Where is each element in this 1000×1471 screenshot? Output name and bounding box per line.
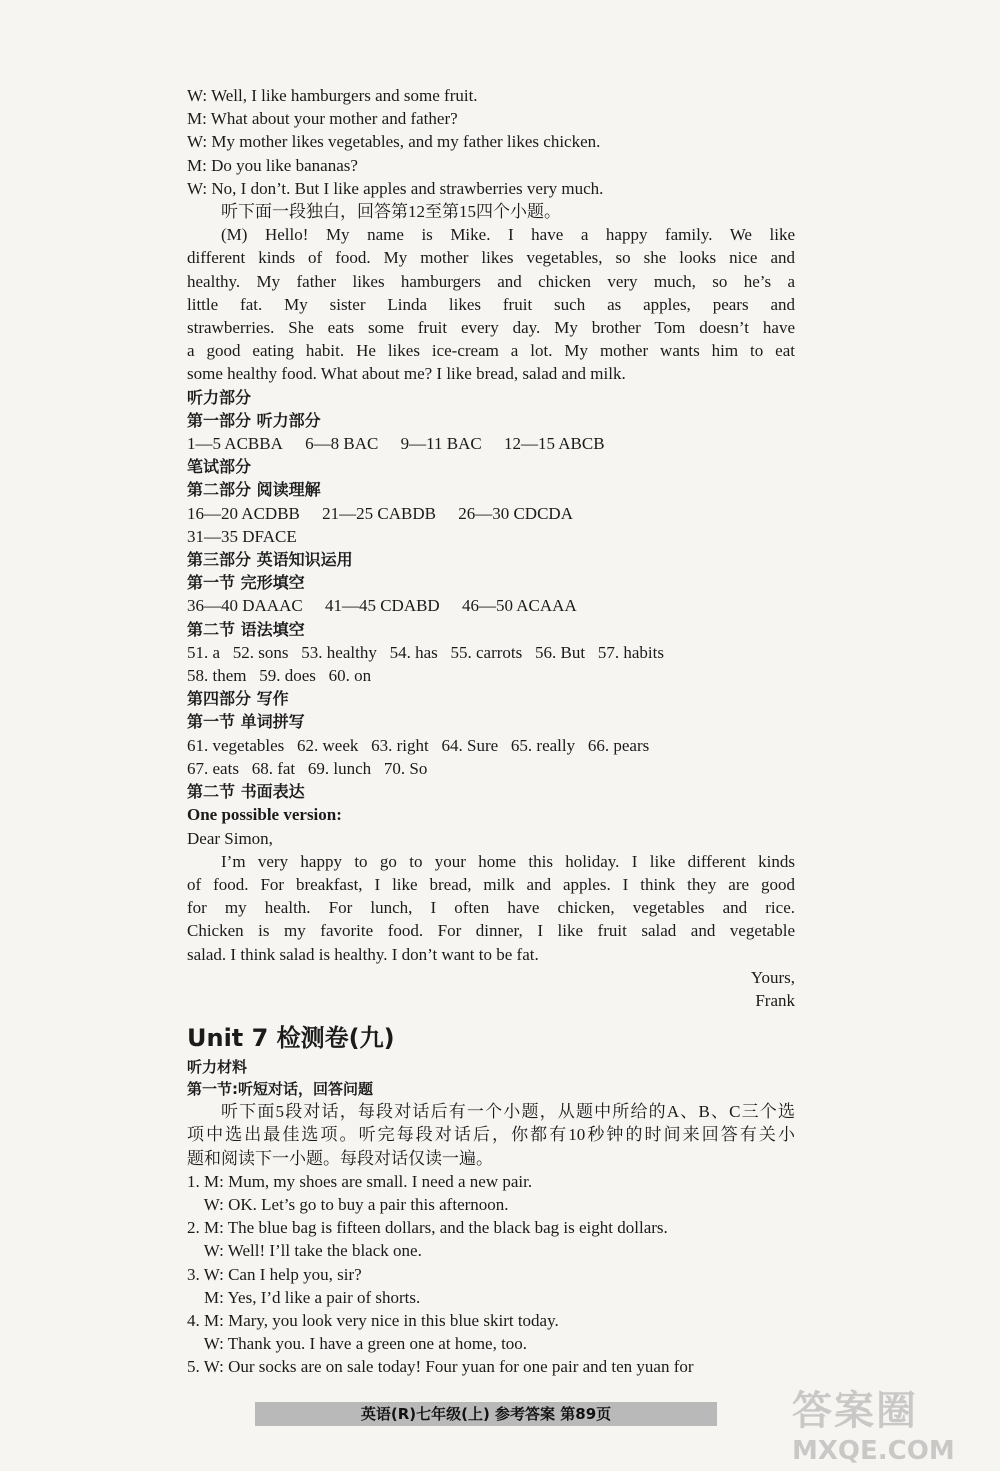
dialog-line: W: Well! I’ll take the black one.	[187, 1241, 422, 1261]
dialog-line: W: OK. Let’s go to buy a pair this afternoon.	[187, 1194, 509, 1214]
answer: 51. a	[187, 642, 221, 662]
answer: 9—11 BAC	[400, 434, 482, 454]
answer: 65. really	[510, 735, 576, 755]
dialog-line: 2. M: The blue bag is fifteen dollars, and the black bag is eight dollars.	[187, 1218, 668, 1238]
answer-page	[187, 84, 795, 1379]
answer: 6—8 BAC	[305, 434, 379, 454]
answer: 69. lunch	[307, 758, 372, 778]
dialog-line: W: Thank you. I have a green one at home, too.	[187, 1334, 528, 1354]
answer-row	[187, 594, 795, 617]
monologue-line: (M) Hello! My name is Mike. I have a happy family. We like	[221, 225, 795, 245]
monologue-line: healthy. My father likes hamburgers and chicken very much, so he’s a	[187, 271, 795, 291]
letter-line: for my health. For lunch, I often have chicken, vegetables and rice.	[187, 898, 795, 918]
answer-row	[187, 664, 795, 687]
answer-row: 31—35 DFACE	[187, 526, 297, 546]
section-heading: 第一部分 听力部分	[187, 410, 321, 430]
answer: 64. Sure	[441, 735, 499, 755]
monologue-line: some healthy food. What about me? I like bread, salad and milk.	[187, 364, 626, 384]
letter-line: I’m very happy to go to your home this holiday. I like different kinds	[221, 851, 795, 871]
dialog-line: M: Do you like bananas?	[187, 155, 358, 175]
section-heading: 第二节 语法填空	[187, 619, 305, 639]
answer: 12—15 ABCB	[503, 434, 605, 454]
answer-row	[187, 734, 795, 757]
dialog-line: 5. W: Our socks are on sale today! Four yuan for one pair and ten yuan for	[187, 1357, 694, 1377]
dialog-line: 4. M: Mary, you look very nice in this blue skirt today.	[187, 1310, 559, 1330]
section-heading: 第四部分 写作	[187, 689, 289, 709]
letter-line: of food. For breakfast, I like bread, milk and apples. I think they are good	[187, 874, 795, 894]
dialog-1	[187, 84, 795, 200]
watermark	[792, 1379, 982, 1466]
answer: 46—50 ACAAA	[461, 596, 577, 616]
answer: 57. habits	[597, 642, 664, 662]
instruction-line: 听下面5段对话，每段对话后有一个小题，从题中所给的A、B、C三个选	[221, 1102, 795, 1122]
monologue-intro: 听下面一段独白，回答第12至第15四个小题。	[221, 202, 561, 222]
monologue-line: little fat. My sister Linda likes fruit such as apples, pears and	[187, 294, 795, 314]
section-heading: 第二部分 阅读理解	[187, 480, 321, 500]
letter-greeting: Dear Simon,	[187, 828, 273, 848]
answer: 60. on	[328, 666, 372, 686]
sample-letter	[187, 827, 795, 1013]
monologue	[187, 223, 795, 385]
answer: 61. vegetables	[187, 735, 285, 755]
answer-row	[187, 432, 795, 455]
letter-signature: Frank	[755, 990, 795, 1010]
answer: 58. them	[187, 666, 247, 686]
answer: 53. healthy	[301, 642, 377, 662]
answer: 56. But	[535, 642, 586, 662]
answer: 70. So	[383, 758, 428, 778]
answer: 68. fat	[251, 758, 296, 778]
answer: 36—40 DAAAC	[187, 596, 303, 616]
answer: 59. does	[259, 666, 316, 686]
watermark-logo: 答案圈	[792, 1388, 918, 1434]
answer-row	[187, 502, 795, 525]
page-footer: 英语(R)七年级(上) 参考答案 第89页	[255, 1402, 717, 1426]
section-heading: 第三部分 英语知识运用	[187, 550, 353, 570]
monologue-line: different kinds of food. My mother likes vegetables, so she looks nice and	[187, 248, 795, 268]
dialog-line: M: Yes, I’d like a pair of shorts.	[187, 1287, 421, 1307]
dialog-line: 1. M: Mum, my shoes are small. I need a new pair.	[187, 1171, 533, 1191]
letter-line: Chicken is my favorite food. For dinner, I like fruit salad and vegetable	[187, 921, 795, 941]
answer: 67. eats	[187, 758, 239, 778]
answer: 62. week	[297, 735, 359, 755]
answer: 1—5 ACBBA	[187, 434, 283, 454]
dialog-line: M: What about your mother and father?	[187, 109, 458, 129]
unit-title: Unit 7 检测卷(九)	[187, 1024, 395, 1053]
instruction-line: 项中选出最佳选项。听完每段对话后，你都有10秒钟的时间来回答有关小	[187, 1125, 795, 1145]
dialog-line: W: No, I don’t. But I like apples and strawberries very much.	[187, 178, 604, 198]
section-heading: 笔试部分	[187, 457, 252, 477]
version-label: One possible version:	[187, 805, 342, 825]
answer: 54. has	[389, 642, 438, 662]
section-heading: 第一节:听短对话，回答问题	[187, 1080, 373, 1099]
short-dialogs	[187, 1170, 795, 1379]
answer: 26—30 CDCDA	[458, 503, 573, 523]
dialog-line: 3. W: Can I help you, sir?	[187, 1264, 362, 1284]
monologue-line: a good eating habit. He likes ice-cream a lot. My mother wants him to eat	[187, 341, 795, 361]
section-heading: 第一节 单词拼写	[187, 712, 305, 732]
section-heading: 第二节 书面表达	[187, 782, 305, 802]
dialog-line: W: My mother likes vegetables, and my father likes chicken.	[187, 132, 601, 152]
answer: 52. sons	[232, 642, 289, 662]
instruction-line: 题和阅读下一小题。每段对话仅读一遍。	[187, 1148, 493, 1168]
answer: 41—45 CDABD	[324, 596, 440, 616]
answer-row	[187, 641, 795, 664]
letter-closing: Yours,	[750, 967, 795, 987]
answer: 66. pears	[587, 735, 650, 755]
answer-row	[187, 757, 795, 780]
dialog-line: W: Well, I like hamburgers and some fruit.	[187, 86, 478, 105]
answer: 16—20 ACDBB	[187, 503, 300, 523]
letter-line: salad. I think salad is healthy. I don’t want to be fat.	[187, 944, 539, 964]
answer: 63. right	[371, 735, 429, 755]
section-heading: 第一节 完形填空	[187, 573, 305, 593]
material-heading: 听力材料	[187, 1058, 248, 1077]
monologue-line: strawberries. She eats some fruit every day. My brother Tom doesn’t have	[187, 318, 795, 338]
watermark-url: MXQE.COM	[792, 1436, 955, 1466]
answer: 21—25 CABDB	[322, 503, 436, 523]
section-heading: 听力部分	[187, 387, 252, 407]
answer: 55. carrots	[450, 642, 523, 662]
